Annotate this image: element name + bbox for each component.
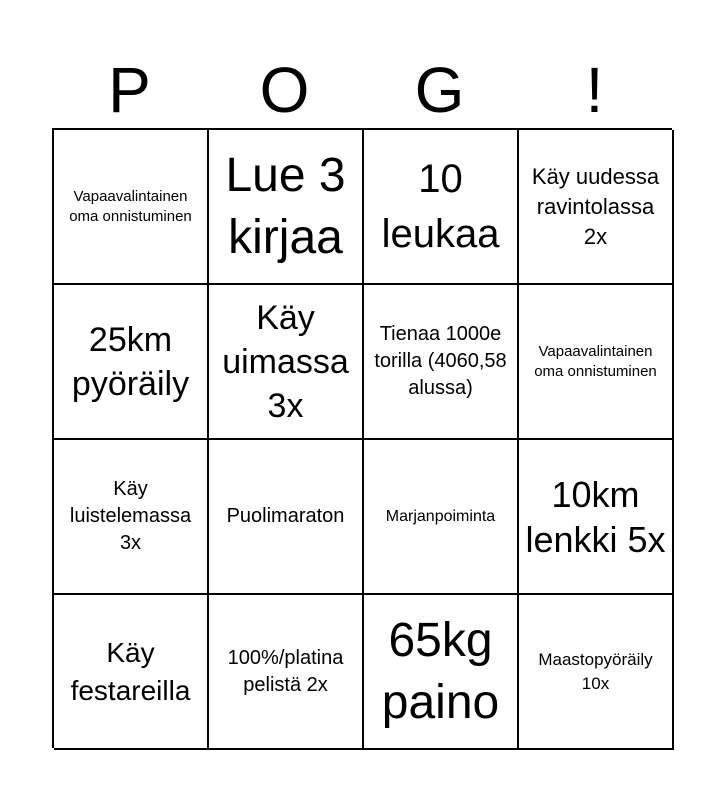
bingo-cell-text: Puolimaraton bbox=[226, 505, 345, 527]
bingo-cell[interactable] bbox=[364, 285, 519, 440]
bingo-cell-text: Lue 3 kirjaa bbox=[225, 148, 346, 264]
bingo-cell-text: Käy festareilla bbox=[70, 636, 191, 706]
bingo-cell[interactable] bbox=[519, 285, 674, 440]
header-letter-exclamation: ! bbox=[585, 54, 604, 126]
bingo-cell[interactable] bbox=[519, 130, 674, 285]
bingo-cell-text: Käy uudessa ravintolassa 2x bbox=[531, 163, 660, 249]
bingo-cell[interactable] bbox=[519, 595, 674, 750]
bingo-cell-text: Käy uimassa 3x bbox=[222, 298, 349, 425]
bingo-cell[interactable] bbox=[54, 440, 209, 595]
bingo-cell[interactable] bbox=[209, 595, 364, 750]
bingo-cell-text: Käy luistelemassa 3x bbox=[69, 478, 192, 554]
bingo-cell-text: 10km lenkki 5x bbox=[525, 473, 666, 560]
bingo-header bbox=[52, 52, 672, 128]
bingo-card-grid bbox=[52, 128, 672, 748]
bingo-cell-text: Tienaa 1000e torilla (4060,58 alussa) bbox=[374, 323, 507, 399]
bingo-cell[interactable] bbox=[54, 595, 209, 750]
bingo-cell-text: 100%/platina pelistä 2x bbox=[227, 646, 344, 696]
bingo-cell-text: Vapaavalintainen oma onnistuminen bbox=[534, 342, 657, 380]
bingo-cell[interactable] bbox=[209, 440, 364, 595]
header-letter-o: O bbox=[259, 54, 310, 126]
bingo-cell-text: Maastopyöräily 10x bbox=[538, 649, 653, 693]
header-letter-p: P bbox=[108, 54, 151, 126]
bingo-cell-text: 65kg paino bbox=[381, 613, 500, 729]
bingo-cell-text: 10 leukaa bbox=[381, 156, 500, 256]
bingo-cell[interactable] bbox=[364, 130, 519, 285]
bingo-cell[interactable] bbox=[209, 285, 364, 440]
bingo-cell[interactable] bbox=[209, 130, 364, 285]
bingo-cell-text: Vapaavalintainen oma onnistuminen bbox=[69, 187, 192, 225]
bingo-cell-text: 25km pyöräily bbox=[71, 320, 190, 403]
bingo-cell[interactable] bbox=[364, 440, 519, 595]
header-letter-g: G bbox=[414, 54, 465, 126]
bingo-cell[interactable] bbox=[54, 130, 209, 285]
bingo-cell-text: Marjanpoiminta bbox=[385, 507, 496, 525]
bingo-cell[interactable] bbox=[519, 440, 674, 595]
bingo-cell[interactable] bbox=[54, 285, 209, 440]
bingo-cell[interactable] bbox=[364, 595, 519, 750]
